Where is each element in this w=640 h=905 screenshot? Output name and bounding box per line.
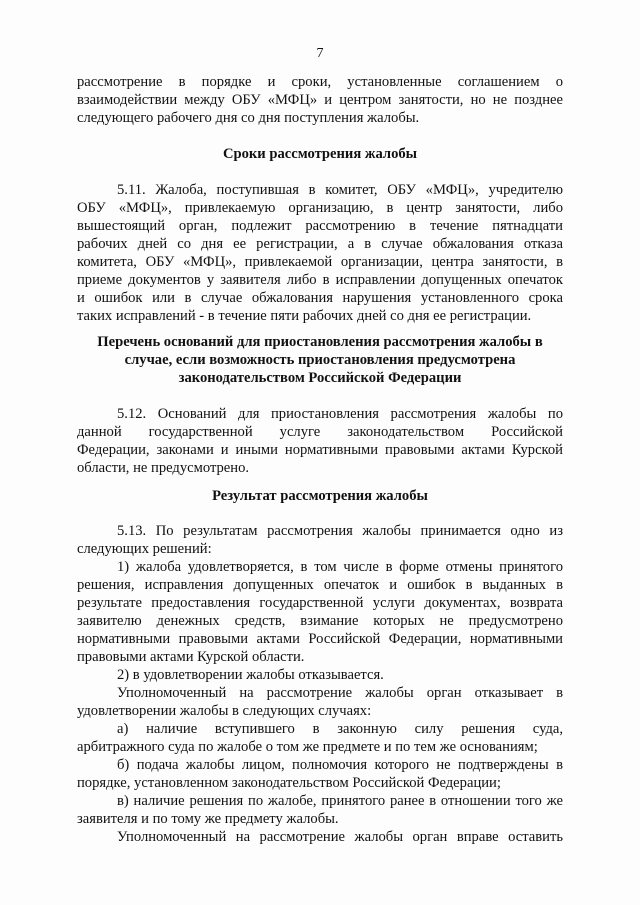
text-line: следующих решений: <box>77 541 212 557</box>
text-line: таких исправлений - в течение пяти рабочих дней со дня ее регистрации. <box>77 308 532 324</box>
text-line: данной государственной услуге законодательством Российской <box>77 424 563 440</box>
text-line: комитета, ОБУ «МФЦ», привлекаемой организации, центра занятости, в <box>77 254 563 270</box>
text-line: удовлетворении жалобы в следующих случаях: <box>77 703 372 719</box>
list-item-2 <box>77 666 563 684</box>
heading-line: Перечень оснований для приостановления рассмотрения жалобы в <box>97 334 543 350</box>
text-line: следующего рабочего дня со дня поступления жалобы. <box>77 110 420 126</box>
text-line: 5.12. Оснований для приостановления рассмотрения жалобы по <box>117 406 563 422</box>
heading-line: случае, если возможность приостановления предусмотрена <box>124 352 516 368</box>
list-item-1 <box>77 558 563 666</box>
paragraph-5-12 <box>77 405 563 477</box>
text-line: взаимодействии между ОБУ «МФЦ» и центром занятости, но не позднее <box>77 92 563 108</box>
text-line: и ошибок или в случае обжалования нарушения установленного срока <box>77 290 563 306</box>
heading-terms: Сроки рассмотрения жалобы <box>222 146 418 162</box>
page-number: 7 <box>316 46 324 61</box>
text-line: 5.13. По результатам рассмотрения жалобы принимается одно из <box>117 523 563 539</box>
text-line: рабочих дней со дня ее регистрации, а в случае обжалования отказа <box>77 236 563 252</box>
paragraph-5-13 <box>77 522 563 558</box>
text-line: нормативными правовыми актами Российской Федерации, нормативными <box>77 631 563 647</box>
paragraph-5-11 <box>77 181 563 325</box>
text-line: Уполномоченный на рассмотрение жалобы орган вправе оставить <box>117 829 563 845</box>
text-line: Уполномоченный на рассмотрение жалобы орган отказывает в <box>117 685 563 701</box>
text-line: порядке, установленном законодательством Российской Федерации; <box>77 775 501 791</box>
text-line: Федерации, законами и иными нормативными правовыми актами Курской <box>77 442 563 458</box>
text-line: заявителя и по тому же предмету жалобы. <box>77 811 339 827</box>
text-line: арбитражного суда по жалобе о том же предмете и по тем же основаниям; <box>77 739 538 755</box>
text-line: 1) жалоба удовлетворяется, в том числе в форме отмены принятого <box>117 559 563 575</box>
text-line: области, не предусмотрено. <box>77 460 250 476</box>
paragraph-leave <box>77 828 563 846</box>
case-a <box>77 720 563 756</box>
case-b <box>77 756 563 792</box>
text-line: приеме документов у заявителя либо в исправлении допущенных опечаток <box>77 272 563 288</box>
text-line: 5.11. Жалоба, поступившая в комитет, ОБУ «МФЦ», учредителю <box>117 182 563 198</box>
text-line: 2) в удовлетворении жалобы отказывается. <box>117 667 384 683</box>
heading-result: Результат рассмотрения жалобы <box>212 488 428 504</box>
text-line: ОБУ «МФЦ», привлекаемую организацию, в центр занятости, либо <box>77 200 563 216</box>
heading-suspension-grounds <box>77 333 563 387</box>
text-line: вышестоящий орган, подлежит рассмотрению в течение пятнадцати <box>77 218 563 234</box>
text-line: а) наличие вступившего в законную силу решения суда, <box>117 721 563 737</box>
paragraph-intro <box>77 73 563 127</box>
case-c <box>77 792 563 828</box>
paragraph-refusal <box>77 684 563 720</box>
text-line: рассмотрение в порядке и сроки, установленные соглашением о <box>77 74 563 90</box>
text-line: результате предоставления государственной услуги документах, возврата <box>77 595 563 611</box>
heading-line: законодательством Российской Федерации <box>178 370 462 386</box>
text-line: правовыми актами Курской области. <box>77 649 305 665</box>
text-line: в) наличие решения по жалобе, принятого ранее в отношении того же <box>117 793 563 809</box>
text-line: решения, исправления допущенных опечаток и ошибок в выданных в <box>77 577 563 593</box>
text-line: б) подача жалобы лицом, полномочия которого не подтверждены в <box>117 757 563 773</box>
text-line: заявителю денежных средств, взимание которых не предусмотрено <box>77 613 563 629</box>
